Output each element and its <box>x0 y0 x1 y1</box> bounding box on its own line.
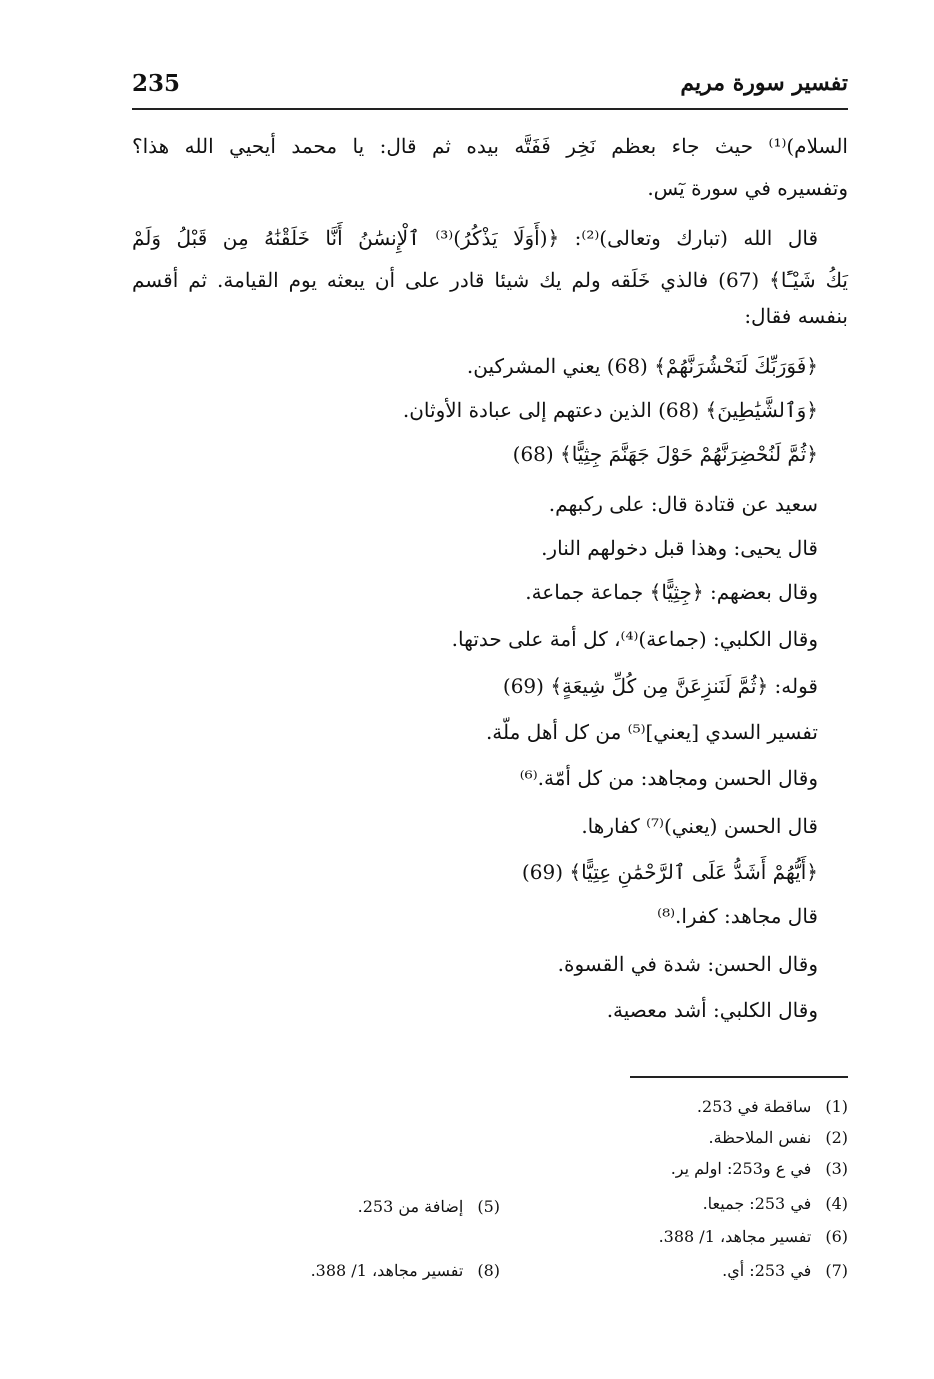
footnote-text: نفس الملاحظة. <box>708 1128 812 1147</box>
page-number: 235 <box>132 70 181 97</box>
footnote-number: (4) <box>825 1194 848 1213</box>
footnote-text: في ع و253: اولم ير. <box>670 1159 812 1178</box>
footnote-number: (2) <box>825 1128 848 1147</box>
body-line: قال مجاهد: كفرا.⁽⁸⁾ <box>657 904 818 928</box>
footnote-text: ساقطة في 253. <box>696 1097 812 1116</box>
header-rule <box>132 108 848 110</box>
body-line: وتفسيره في سورة يٓس. <box>647 176 848 200</box>
body-line: قال يحيى: وهذا قبل دخولهم النار. <box>541 536 818 560</box>
body-line: وقال الحسن ومجاهد: من كل أمّة.⁽⁶⁾ <box>519 766 818 790</box>
footnote-number: (6) <box>825 1227 848 1246</box>
body-line: قال الله (تبارك وتعالى)⁽²⁾: ﴿(أَوَلَا يَذْكُرُ)⁽³⁾ ٱلْإِنسَٰنُ أَنَّا خَلَقْنَٰهُ مِن قَبْلُ وَلَمْ <box>132 226 818 250</box>
body-line: ﴿أَيُّهُمْ أَشَدُّ عَلَى ٱلرَّحْمَٰنِ عِتِيًّا﴾ (69) <box>521 860 818 884</box>
footnote <box>671 1158 848 1180</box>
body-line: ﴿ثُمَّ لَنُحْضِرَنَّهُمْ حَوْلَ جَهَنَّمَ جِثِيًّا﴾ (68) <box>512 442 818 466</box>
footnote <box>703 1193 848 1215</box>
footnote <box>358 1196 500 1218</box>
body-line: السلام)⁽¹⁾ حيث جاء بعظم نَخِر فَفَتَّه بيده ثم قال: يا محمد أيحيي الله هذا؟ <box>132 134 848 158</box>
body-line: تفسير السدي [يعني]⁽⁵⁾ من كل أهل ملّة. <box>485 720 818 744</box>
body-line: يَكُ شَيْـًٔا﴾ (67) فالذي خَلَقه ولم يك شيئا قادر على أن يبعثه يوم القيامة. ثم أقسم <box>132 268 848 292</box>
body-line: وقال الكلبي: أشد معصية. <box>606 998 818 1022</box>
footnote-text: تفسير مجاهد، 1/ 388. <box>658 1227 812 1246</box>
footnote-text: تفسير مجاهد، 1/ 388. <box>310 1261 464 1280</box>
running-header <box>132 70 848 100</box>
body-line: قوله: ﴿ثُمَّ لَنَنزِعَنَّ مِن كُلِّ شِيعَةٍ﴾ (69) <box>502 674 818 698</box>
footnote <box>311 1260 500 1282</box>
body-line: وقال الحسن: شدة في القسوة. <box>557 952 818 976</box>
footnote-number: (1) <box>825 1097 848 1116</box>
footnote-number: (8) <box>477 1261 500 1280</box>
footnote-number: (3) <box>825 1159 848 1178</box>
body-line: وقال الكلبي: (جماعة)⁽⁴⁾، كل أمة على حدتها. <box>451 627 818 651</box>
footnote-number: (5) <box>477 1197 500 1216</box>
footnote <box>722 1260 848 1282</box>
footnote-text: في 253: جميعا. <box>702 1194 812 1213</box>
footnote <box>697 1096 848 1118</box>
body-line: ﴿فَوَرَبِّكَ لَنَحْشُرَنَّهُمْ﴾ (68) يعني المشركين. <box>466 354 818 378</box>
footnote-rule <box>630 1076 848 1078</box>
footnote-number: (7) <box>825 1261 848 1280</box>
body-line: ﴿وَٱلشَّيَٰطِينَ﴾ (68) الذين دعتهم إلى عبادة الأوثان. <box>402 398 818 422</box>
body-line: بنفسه فقال: <box>744 304 848 328</box>
body-line: سعيد عن قتادة قال: على ركبهم. <box>548 492 818 516</box>
footnote-text: في 253: أي. <box>722 1261 812 1280</box>
body-line: وقال بعضهم: ﴿جِثِيًّا﴾ جماعة جماعة. <box>525 580 818 604</box>
footnote-text: إضافة من 253. <box>357 1197 464 1216</box>
body-line: قال الحسن (يعني)⁽⁷⁾ كفارها. <box>581 814 818 838</box>
footnote <box>708 1127 848 1149</box>
header-title: تفسير سورة مريم <box>680 70 848 96</box>
footnote <box>659 1226 848 1248</box>
